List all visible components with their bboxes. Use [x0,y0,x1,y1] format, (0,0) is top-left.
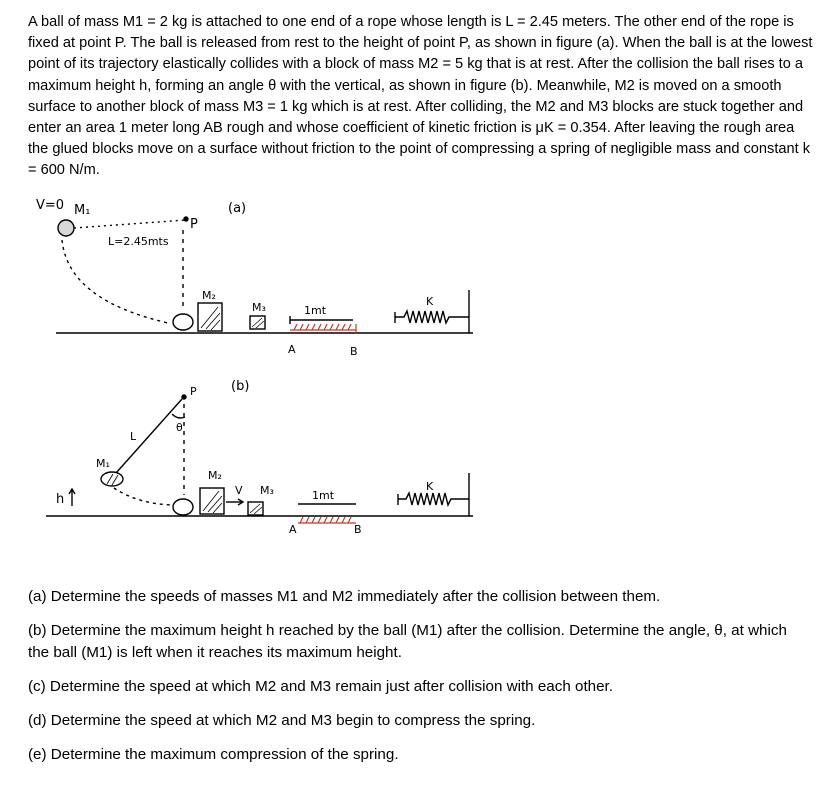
questions-list [28,586,808,778]
rough-area-b [298,517,356,523]
label-a-b: A [289,523,297,536]
ball-m1-bottom [173,314,193,330]
label-m1-b: M₁ [96,457,110,470]
label-m1-a: M₁ [74,203,91,218]
label-p-b: P [190,385,197,398]
label-m3-b: M₃ [260,484,274,497]
label-b-a: B [350,345,358,358]
ball-bottom-b [173,499,193,515]
question-d: (d) Determine the speed at which M2 and M3 begin to compress the spring. [28,712,536,729]
rope-b [116,399,182,473]
label-v-b: V [235,484,243,497]
label-1mt-a: 1mt [304,304,327,317]
label-m2-a: M₂ [202,289,216,302]
label-b-b: B [354,523,362,536]
physics-figure [28,190,488,550]
ball-m1-raised [101,472,123,486]
spring-b [398,493,469,505]
label-k-a: K [426,295,434,308]
label-1mt-b: 1mt [312,489,335,502]
question-e: (e) Determine the maximum compression of the spring. [28,746,399,763]
swing-arc-b [114,488,173,505]
label-m2-b: M₂ [208,469,222,482]
swing-arc-a [62,240,168,323]
rope-a [74,220,186,228]
label-p-a: P [190,217,198,232]
theta-arc [172,414,185,418]
label-l-b: L [130,430,137,443]
question-b: (b) Determine the maximum height h reached by the ball (M1) after the collision. Determine the angle, θ, at which the ball (M1) is left when it reaches its maximum height. [28,622,787,661]
question-a: (a) Determine the speeds of masses M1 and M2 immediately after the collision between them. [28,588,661,605]
problem-statement: A ball of mass M1 = 2 kg is attached to one end of a rope whose length is L = 2.45 meters. The other end of the rope is fixed at point P. The ball is released from rest to the height of point P, as shown in figure (a). When the ball is at the lowest point of its trajectory elastically collides with a block of mass M2 = 5 kg that is at rest. After the collision the ball rises to a maximum height h, forming an angle θ with the vertical, as shown in figure (b). Meanwhile, M2 is moved on a smooth surface to another block of mass M3 = 1 kg which is at rest. After colliding, the M2 and M3 blocks are stuck together and enter an area 1 meter long AB rough and whose coefficient of kinetic friction is μK = 0.354. After leaving the rough area the glued blocks move on a surface without friction to the point of compressing a spring of negligible mass and constant k = 600 N/m. [28,14,813,179]
label-length: L=2.45mts [108,235,169,248]
question-c: (c) Determine the speed at which M2 and M3 remain just after collision with each other. [28,678,613,695]
pivot-p-b [182,395,186,399]
label-v0: V=0 [36,198,65,213]
label-theta: θ [176,421,183,434]
figure-a-title: (a) [228,201,247,216]
label-k-b: K [426,480,434,493]
pivot-p-a [184,217,188,221]
ball-m1-start [58,220,74,236]
label-m3-a: M₃ [252,301,266,314]
label-h: h [56,492,65,507]
label-a-a: A [288,343,296,356]
figure-b [46,395,473,523]
figure-b-title: (b) [231,379,250,394]
spring-a [395,311,469,323]
